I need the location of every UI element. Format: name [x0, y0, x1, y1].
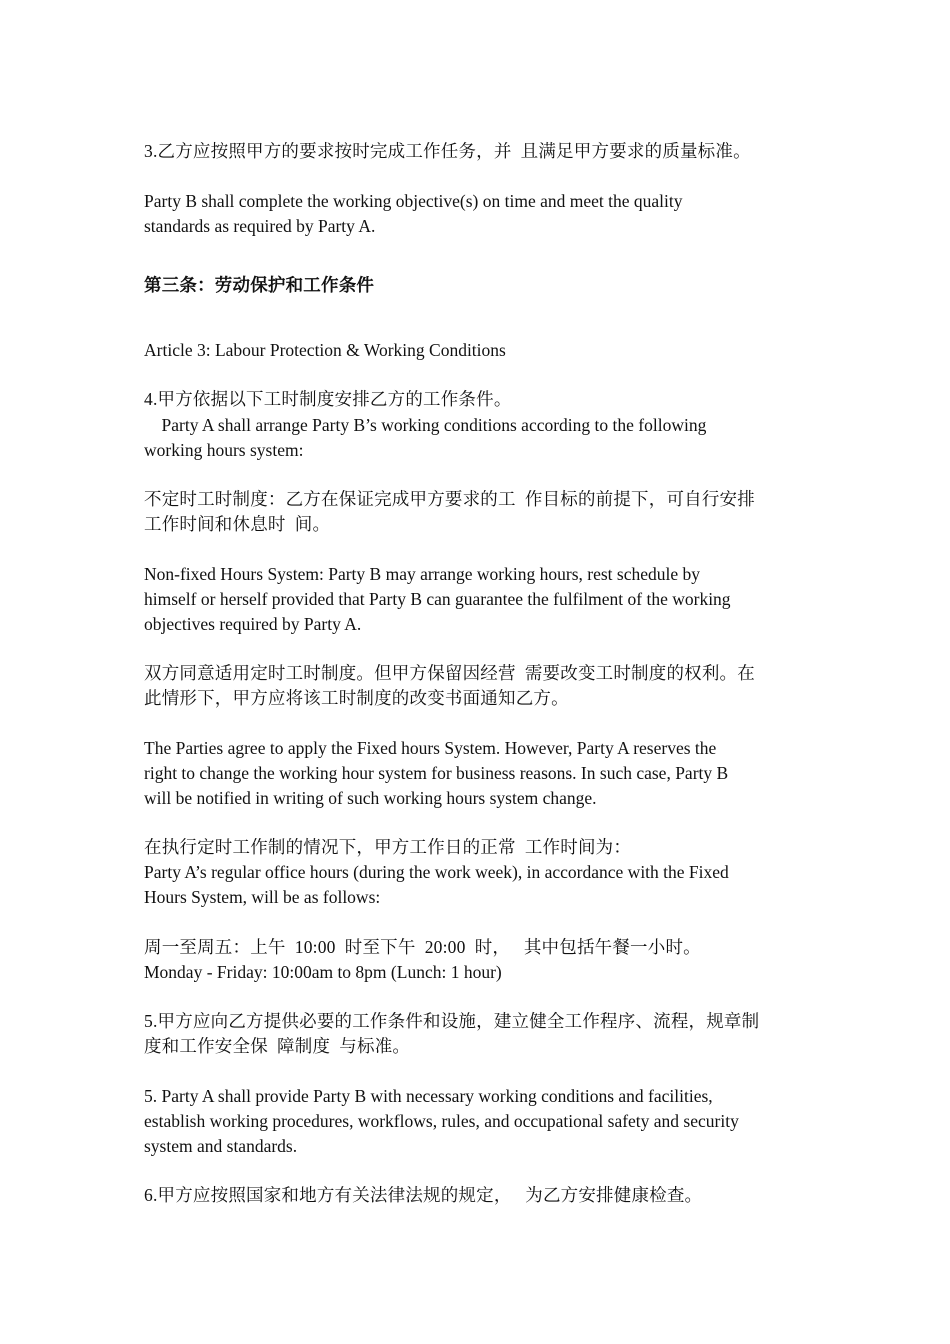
non-fixed-hours-english-line-1: Non-fixed Hours System: Party B may arrange working hours, rest schedule by — [144, 564, 701, 584]
article-3-heading-english: Article 3: Labour Protection & Working Conditions — [144, 340, 506, 360]
clause-4-chinese: 4.甲方依据以下工时制度安排乙方的工作条件。 — [144, 389, 512, 409]
schedule-english: Monday - Friday: 10:00am to 8pm (Lunch: 1 hour) — [144, 962, 502, 982]
clause-3-english-line-2: standards as required by Party A. — [144, 216, 376, 236]
non-fixed-hours-chinese-line-1: 不定时工时制度：乙方在保证完成甲方要求的工 作目标的前提下，可自行安排 — [144, 489, 755, 509]
clause-5-english-line-2: establish working procedures, workflows, rules, and occupational safety and security — [144, 1111, 739, 1131]
clause-5-chinese-line-2: 度和工作安全保 障制度 与标准。 — [144, 1036, 411, 1056]
non-fixed-hours-english-line-3: objectives required by Party A. — [144, 614, 362, 634]
clause-5-english-line-3: system and standards. — [144, 1136, 298, 1156]
non-fixed-hours-chinese-line-2: 工作时间和休息时 间。 — [144, 514, 331, 534]
schedule-chinese: 周一至周五：上午 10:00 时至下午 20:00 时， 其中包括午餐一小时。 — [144, 937, 701, 957]
fixed-hours-english-line-2: right to change the working hour system for business reasons. In such case, Party B — [144, 763, 729, 783]
clause-3-english-line-1: Party B shall complete the working objective(s) on time and meet the quality — [144, 191, 683, 211]
clause-4-english-line-2: working hours system: — [144, 440, 304, 460]
office-hours-english-line-1: Party A’s regular office hours (during the work week), in accordance with the Fixed — [144, 862, 729, 882]
clause-5-english-line-1: 5. Party A shall provide Party B with necessary working conditions and facilities, — [144, 1086, 713, 1106]
non-fixed-hours-english-line-2: himself or herself provided that Party B can guarantee the fulfilment of the working — [144, 589, 731, 609]
clause-3-chinese: 3.乙方应按照甲方的要求按时完成工作任务，并 且满足甲方要求的质量标准。 — [144, 141, 751, 161]
clause-6-chinese: 6.甲方应按照国家和地方有关法律法规的规定， 为乙方安排健康检查。 — [144, 1185, 703, 1205]
clause-4-english-line-1: Party A shall arrange Party B’s working conditions according to the following — [144, 415, 707, 435]
office-hours-chinese: 在执行定时工作制的情况下，甲方工作日的正常 工作时间为： — [144, 837, 632, 857]
article-3-heading-chinese: 第三条：劳动保护和工作条件 — [144, 275, 375, 295]
fixed-hours-english-line-3: will be notified in writing of such working hours system change. — [144, 788, 597, 808]
office-hours-english-line-2: Hours System, will be as follows: — [144, 887, 381, 907]
fixed-hours-english-line-1: The Parties agree to apply the Fixed hours System. However, Party A reserves the — [144, 738, 717, 758]
clause-5-chinese-line-1: 5.甲方应向乙方提供必要的工作条件和设施，建立健全工作程序、流程，规章制 — [144, 1011, 760, 1031]
fixed-hours-chinese-line-1: 双方同意适用定时工时制度。但甲方保留因经营 需要改变工时制度的权利。在 — [144, 663, 755, 683]
fixed-hours-chinese-line-2: 此情形下，甲方应将该工时制度的改变书面通知乙方。 — [144, 688, 569, 708]
